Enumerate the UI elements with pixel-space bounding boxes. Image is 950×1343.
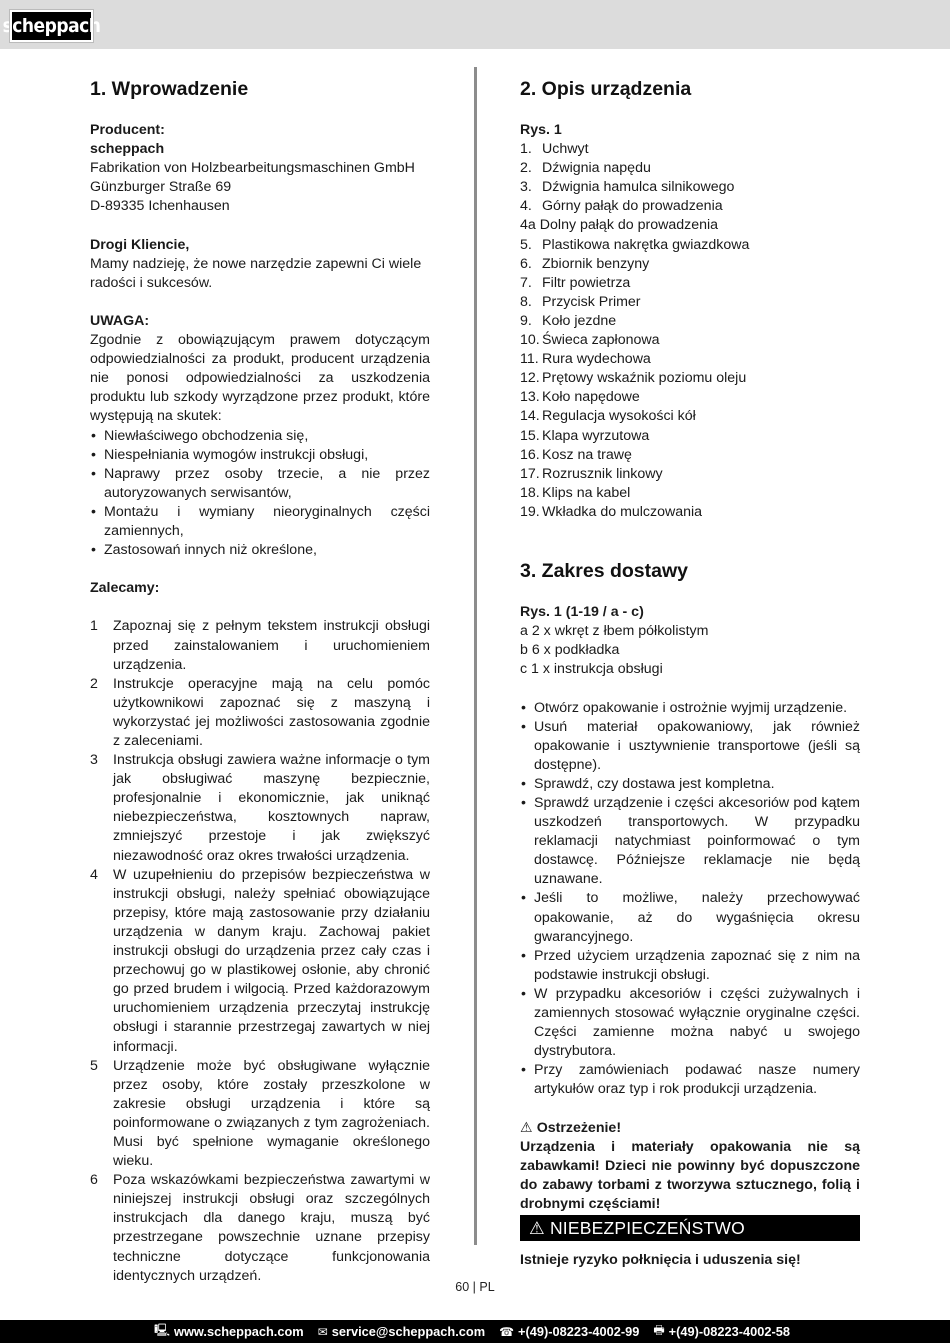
- list-item: • Sprawdź, czy dostawa jest kompletna.: [520, 775, 860, 794]
- list-item: • Jeśli to możliwe, należy przechowywać opakowanie, aż do wygaśnięcia okresu gwarancyjnego.: [520, 889, 860, 946]
- list-item: • Niespełniania wymogów instrukcji obsługi,: [90, 446, 430, 465]
- figure-label: Rys. 1: [520, 122, 562, 138]
- address-line: Günzburger Straße 69: [90, 179, 232, 196]
- part-item: [520, 369, 860, 388]
- part-item: [520, 465, 860, 484]
- part-name: Wkładka do mulczowania: [542, 503, 703, 520]
- list-item: • Naprawy przez osoby trzecie, a nie przez autoryzowanych serwisantów,: [90, 465, 430, 503]
- item-text: Urządzenie może być obsługiwane wyłącznie przez osoby, które zostały przeszkolone w zakresie obsługi urządzenia i które są poinformowane o związanych z tym zagrożeniach. Musi być spełnione wymaganie określonego wieku.: [113, 1057, 430, 1170]
- part-number: 4.: [520, 198, 532, 215]
- footer-phone: [499, 1324, 639, 1339]
- item-text: Instrukcja obsługi zawiera ważne informacje o tym jak obsługiwać maszynę bezpiecznie, profesjonalnie i ekonomicznie, jak uniknąć niebezpieczeństwa, kosztownych napraw, zmniejszyć przestoje i jak zwiększyć niezawodność oraz okres trwałości urządzenia.: [113, 752, 430, 864]
- list-item: [90, 751, 430, 866]
- part-number: 12.: [520, 370, 540, 387]
- uwaga-text: Zgodnie z obowiązującym prawem dotyczącym odpowiedzialności za produkt, producent urządzenia nie ponosi odpowiedzialności za uszkodzenia produktu lub szkody wyrządzone przez produkt, które występują na skutek:: [90, 332, 430, 425]
- list-item: [90, 1171, 430, 1286]
- website-link[interactable]: www.scheppach.com: [174, 1324, 304, 1339]
- footer-email[interactable]: [318, 1324, 485, 1339]
- item-number: 5: [90, 1057, 98, 1074]
- part-name: Regulacja wysokości kół: [542, 408, 696, 425]
- list-item: [90, 617, 430, 674]
- danger-triangle-icon: ⚠: [529, 1218, 545, 1239]
- part-item: [520, 274, 860, 293]
- producer-name: scheppach: [90, 141, 165, 158]
- uwaga-label: UWAGA:: [90, 312, 150, 329]
- part-item: [520, 446, 860, 465]
- item-number: 3: [90, 752, 98, 769]
- part-name: Klapa wyrzutowa: [542, 427, 650, 444]
- part-name: Klips na kabel: [542, 484, 631, 501]
- item-number: 2: [90, 675, 98, 692]
- item-text: W uzupełnieniu do przepisów bezpieczeństwa w instrukcji obsługi, należy spełniać obowiązujące przepisy, które mają zastosowanie przy działaniu urządzenia w danym kraju. Zachowaj pakiet instrukcji obsługi do urządzenia przez cały czas i przechowuj go w plastikowej osłonie, aby chronić go przed brudem i wilgocią. Przed każdorazowym uruchomieniem urządzenia przeczytaj instrukcję obsługi i starannie przestrzegaj zawartych w niej informacji.: [113, 866, 430, 1055]
- section-heading-delivery: 3. Zakres dostawy: [520, 560, 688, 583]
- right-column: [520, 77, 860, 1270]
- part-number: 14.: [520, 408, 540, 425]
- item-text: Instrukcje operacyjne mają na celu pomóc użytkownikowi zapoznać się z maszyną i wykorzystać jej możliwości zastosowania zgodnie z zaleceniami.: [113, 675, 430, 749]
- item-text: Zapoznaj się z pełnym tekstem instrukcji obsługi przed zainstalowaniem i uruchomieniem urządzenia.: [113, 618, 430, 673]
- part-item: [520, 159, 860, 178]
- list-item: [90, 866, 430, 1057]
- part-number: 10.: [520, 332, 540, 349]
- delivery-instructions: [520, 699, 860, 1100]
- part-number: 11.: [520, 351, 539, 368]
- part-number: 1.: [520, 141, 532, 158]
- part-item: [520, 197, 860, 216]
- header-bar: [0, 0, 950, 49]
- email-link[interactable]: service@scheppach.com: [331, 1324, 486, 1339]
- part-item: [520, 236, 860, 255]
- recommend-label: Zalecamy:: [90, 580, 160, 597]
- phone-number: +(49)-08223-4002-99: [518, 1324, 640, 1339]
- item-number: 4: [90, 866, 98, 883]
- column-divider: [474, 67, 477, 1245]
- list-item: • Otwórz opakowanie i ostrożnie wyjmij urządzenie.: [520, 699, 860, 718]
- computer-icon: 🖳: [154, 1323, 171, 1337]
- part-name: Dźwignia napędu: [542, 160, 651, 177]
- danger-text: Istnieje ryzyko połknięcia i uduszenia się!: [520, 1252, 801, 1269]
- part-item: [520, 178, 860, 197]
- part-number: 15.: [520, 427, 540, 444]
- delivery-item: a 2 x wkręt z łbem półkolistym: [520, 623, 709, 640]
- recommendations-list: [90, 617, 430, 1285]
- item-number: 6: [90, 1172, 98, 1189]
- item-text: Poza wskazówkami bezpieczeństwa zawartymi w niniejszej instrukcji obsługi oraz szczególnych instrukcjach dla danego kraju, muszą być przestrzegane powszechnie uznane przepisy techniczne dotyczące funkcjonowania identycznych urządzeń.: [113, 1172, 430, 1284]
- part-item: [520, 293, 860, 312]
- part-item: [520, 140, 860, 159]
- delivery-item: c 1 x instrukcja obsługi: [520, 661, 663, 678]
- part-item: [520, 503, 860, 522]
- producer-label: Producent:: [90, 122, 165, 138]
- part-item: [520, 388, 860, 407]
- part-item: [520, 216, 860, 235]
- part-name: Koło napędowe: [542, 389, 640, 406]
- left-column: [90, 77, 430, 1286]
- list-item: [90, 675, 430, 751]
- address-line: Fabrikation von Holzbearbeitungsmaschinen GmbH: [90, 160, 415, 177]
- part-number: 13.: [520, 389, 540, 406]
- part-item: [520, 312, 860, 331]
- part-number: 3.: [520, 179, 532, 196]
- part-item: [520, 407, 860, 426]
- list-item: • Sprawdź urządzenie i części akcesoriów pod kątem uszkodzeń transportowych. W przypadku reklamacji natychmiast poinformować o tym dostawcę. Późniejsze reklamacje nie będą uznawane.: [520, 794, 860, 889]
- list-item: • Montażu i wymiany nieoryginalnych części zamiennych,: [90, 503, 430, 541]
- list-item: [90, 1057, 430, 1172]
- part-name: Prętowy wskaźnik poziomu oleju: [542, 370, 747, 387]
- part-number: 19.: [520, 503, 540, 520]
- parts-list: [520, 140, 860, 522]
- list-item: • Zastosowań innych niż określone,: [90, 541, 430, 560]
- warning-text: Urządzenia i materiały opakowania nie są zabawkami! Dzieci nie powinny być dopuszczone do zabawy torbami z tworzywa sztucznego, folią i drobnymi częściami!: [520, 1138, 860, 1212]
- list-item: • W przypadku akcesoriów i części zużywalnych i zamiennych stosować wyłącznie oryginalne części. Części zamienne można nabyć u swojego dystrybutora.: [520, 985, 860, 1061]
- warning-title-row: [520, 1119, 860, 1138]
- phone-icon: ☎: [499, 1324, 515, 1339]
- footer-fax: [653, 1321, 790, 1342]
- part-number: 5.: [520, 236, 532, 253]
- part-name: Rozrusznik linkowy: [542, 465, 663, 482]
- part-name: Plastikowa nakrętka gwiazdkowa: [542, 236, 750, 253]
- part-name: Rura wydechowa: [542, 351, 651, 368]
- part-item: [520, 427, 860, 446]
- greeting-text: Mamy nadzieję, że nowe narzędzie zapewni Ci wiele radości i sukcesów.: [90, 255, 422, 291]
- part-item: [520, 255, 860, 274]
- warning-triangle-icon: ⚠: [520, 1119, 533, 1136]
- footer-website[interactable]: [154, 1321, 304, 1342]
- page-number: 60 | PL: [455, 1280, 495, 1294]
- part-number: 17.: [520, 465, 540, 482]
- list-item: • Usuń materiał opakowaniowy, jak również opakowanie i usztywnienie transportowe (jeśli są dostępne).: [520, 718, 860, 775]
- part-name: Koło jezdne: [542, 312, 617, 329]
- danger-banner: [520, 1215, 860, 1241]
- part-number: 18.: [520, 484, 540, 501]
- part-number: 9.: [520, 312, 532, 329]
- part-name: Dolny pałąk do prowadzenia: [539, 217, 719, 234]
- fax-icon: 🖶: [653, 1323, 665, 1337]
- mail-icon: ✉: [317, 1324, 328, 1339]
- danger-label: NIEBEZPIECZEŃSTWO: [549, 1218, 745, 1239]
- part-name: Dźwignia hamulca silnikowego: [542, 179, 735, 196]
- warning-block: [520, 1119, 860, 1214]
- greeting-label: Drogi Kliencie,: [90, 236, 190, 253]
- part-name: Górny pałąk do prowadzenia: [542, 198, 723, 215]
- footer-bar: [0, 1320, 950, 1343]
- part-name: Świeca zapłonowa: [542, 332, 660, 349]
- section-heading-introduction: 1. Wprowadzenie: [90, 78, 249, 100]
- part-number: 2.: [520, 160, 532, 177]
- part-name: Kosz na trawę: [542, 446, 632, 463]
- part-number: 4a: [520, 217, 536, 234]
- delivery-item: b 6 x podkładka: [520, 642, 620, 659]
- warning-title: Ostrzeżenie!: [536, 1119, 622, 1136]
- uwaga-list: [90, 427, 430, 561]
- part-number: 8.: [520, 293, 532, 310]
- item-number: 1: [90, 618, 98, 635]
- part-name: Zbiornik benzyny: [542, 255, 650, 272]
- section-heading-description: 2. Opis urządzenia: [520, 78, 692, 100]
- part-name: Filtr powietrza: [542, 274, 631, 291]
- part-number: 16.: [520, 446, 540, 463]
- part-number: 7.: [520, 274, 532, 291]
- part-item: [520, 331, 860, 350]
- part-number: 6.: [520, 255, 532, 272]
- delivery-figure-label: Rys. 1 (1-19 / a - c): [520, 604, 644, 621]
- list-item: • Przy zamówieniach podawać nasze numery artykułów oraz typ i rok produkcji urządzenia.: [520, 1061, 860, 1099]
- list-item: • Niewłaściwego obchodzenia się,: [90, 427, 430, 446]
- address-line: D-89335 Ichenhausen: [90, 198, 230, 215]
- part-name: Uchwyt: [542, 141, 589, 158]
- fax-number: +(49)-08223-4002-58: [668, 1324, 790, 1339]
- part-name: Przycisk Primer: [542, 293, 641, 310]
- part-item: [520, 484, 860, 503]
- list-item: • Przed użyciem urządzenia zapoznać się z nim na podstawie instrukcji obsługi.: [520, 947, 860, 985]
- part-item: [520, 350, 860, 369]
- scheppach-logo: scheppach: [10, 10, 93, 42]
